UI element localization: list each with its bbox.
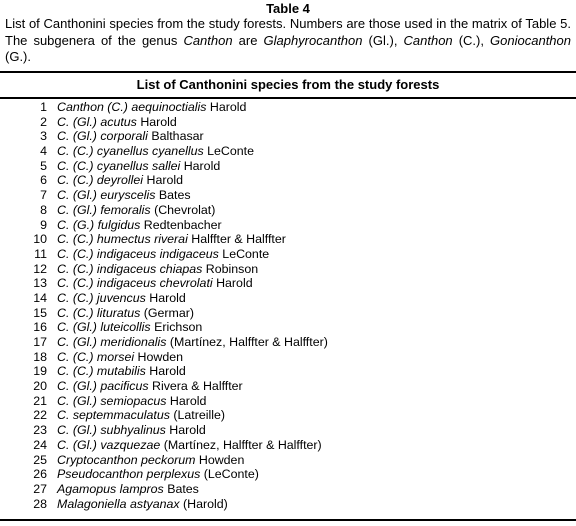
species-number: 10 bbox=[33, 232, 47, 247]
species-taxon: Canthon (C.) aequinoctialis bbox=[57, 100, 207, 114]
species-row bbox=[0, 144, 576, 159]
species-authority: Bates bbox=[163, 481, 199, 496]
species-list bbox=[0, 100, 576, 511]
caption-genus: Canthon bbox=[183, 32, 233, 48]
species-name bbox=[57, 453, 244, 468]
species-number: 26 bbox=[33, 467, 47, 482]
species-number: 3 bbox=[40, 129, 47, 144]
species-name bbox=[57, 173, 183, 188]
species-taxon: Malagoniella astyanax bbox=[57, 496, 180, 511]
species-taxon: C. (Gl.) subhyalinus bbox=[57, 423, 166, 438]
species-number: 5 bbox=[40, 158, 47, 173]
species-number: 9 bbox=[40, 217, 47, 232]
species-taxon: C. (C.) morsei bbox=[57, 349, 135, 364]
species-name bbox=[57, 232, 286, 247]
caption-text: , bbox=[480, 32, 491, 48]
species-number: 6 bbox=[40, 173, 47, 188]
species-row bbox=[0, 320, 576, 335]
species-row bbox=[0, 159, 576, 174]
species-authority: Bates bbox=[155, 188, 191, 203]
species-number: 22 bbox=[33, 408, 47, 423]
species-taxon: C. (C.) indigaceus chevrolati bbox=[57, 276, 213, 291]
species-authority: Halffter & Halffter bbox=[187, 232, 286, 247]
species-number: 28 bbox=[33, 496, 47, 511]
species-row bbox=[0, 203, 576, 218]
species-authority: Harold bbox=[206, 100, 247, 114]
species-name bbox=[57, 291, 186, 306]
species-name bbox=[57, 144, 254, 159]
species-number: 17 bbox=[33, 335, 47, 349]
species-authority: Harold bbox=[166, 393, 207, 408]
species-row bbox=[0, 335, 576, 350]
caption-abbr: (G.) bbox=[5, 49, 28, 64]
species-number: 14 bbox=[33, 290, 47, 305]
species-name bbox=[57, 129, 204, 144]
species-taxon: C. (C.) deyrollei bbox=[57, 173, 144, 188]
species-row bbox=[0, 173, 576, 188]
species-name bbox=[57, 247, 269, 262]
caption-subgenus: Goniocanthon bbox=[490, 32, 571, 48]
caption-subgenus: Glaphyrocanthon bbox=[263, 32, 363, 48]
species-authority: Harold bbox=[145, 364, 186, 379]
species-row bbox=[0, 115, 576, 130]
species-taxon: C. (C.) juvencus bbox=[57, 290, 146, 305]
species-name bbox=[57, 203, 215, 218]
species-number: 24 bbox=[33, 437, 47, 452]
caption-text: . bbox=[27, 49, 32, 64]
species-number: 16 bbox=[33, 320, 47, 335]
species-taxon: C. (Gl.) femoralis bbox=[57, 202, 151, 217]
species-taxon: C. (Gl.) euryscelis bbox=[57, 188, 156, 203]
species-taxon: C. (C.) cyanellus cyanellus bbox=[57, 144, 204, 159]
caption-subgenus: Canthon bbox=[403, 32, 453, 48]
species-authority: Robinson bbox=[202, 261, 259, 276]
species-row bbox=[0, 232, 576, 247]
species-authority: Harold bbox=[212, 276, 253, 291]
species-number: 7 bbox=[40, 188, 47, 203]
species-authority: Harold bbox=[145, 290, 186, 305]
species-authority: (Germar) bbox=[140, 305, 195, 320]
species-name bbox=[57, 115, 177, 130]
species-number: 19 bbox=[33, 364, 47, 379]
species-authority: Harold bbox=[136, 114, 177, 129]
species-taxon: C. (Gl.) acutus bbox=[57, 114, 137, 129]
species-name bbox=[57, 350, 183, 365]
species-row bbox=[0, 129, 576, 144]
species-taxon: C. (Gl.) luteicollis bbox=[57, 320, 151, 335]
species-name bbox=[57, 335, 328, 350]
species-name bbox=[57, 408, 225, 423]
species-taxon: Pseudocanthon perplexus bbox=[57, 467, 201, 482]
species-number: 15 bbox=[33, 305, 47, 320]
species-number: 1 bbox=[40, 100, 47, 114]
species-taxon: C. (Gl.) semiopacus bbox=[57, 393, 167, 408]
species-row bbox=[0, 394, 576, 409]
species-name bbox=[57, 262, 258, 277]
species-name bbox=[57, 467, 259, 482]
species-row bbox=[0, 364, 576, 379]
species-name bbox=[57, 497, 228, 512]
species-taxon: C. (C.) cyanellus sallei bbox=[57, 158, 181, 173]
species-name bbox=[57, 379, 243, 394]
species-taxon: C. (C.) indigaceus indigaceus bbox=[57, 246, 219, 261]
species-row bbox=[0, 276, 576, 291]
species-row bbox=[0, 306, 576, 321]
species-number: 8 bbox=[40, 202, 47, 217]
species-taxon: C. (Gl.) vazquezae bbox=[57, 437, 161, 452]
species-number: 12 bbox=[33, 261, 47, 276]
species-row bbox=[0, 188, 576, 203]
table-title: Table 4 bbox=[266, 1, 310, 16]
species-authority: (Martínez, Halffter & Halffter) bbox=[166, 335, 328, 349]
species-taxon: C. (C.) mutabilis bbox=[57, 364, 146, 379]
species-taxon: C. (G.) fulgidus bbox=[57, 217, 141, 232]
species-authority: (Latreille) bbox=[169, 408, 226, 423]
species-name bbox=[57, 159, 220, 174]
caption-text: , bbox=[393, 32, 404, 48]
species-name bbox=[57, 423, 206, 438]
species-name bbox=[57, 438, 322, 453]
species-name bbox=[57, 306, 194, 321]
species-authority: Harold bbox=[143, 173, 184, 188]
species-authority: Rivera & Halffter bbox=[148, 379, 243, 394]
species-row bbox=[0, 482, 576, 497]
species-name bbox=[57, 320, 202, 335]
caption-text: are bbox=[232, 32, 264, 48]
species-row bbox=[0, 247, 576, 262]
species-number: 18 bbox=[33, 349, 47, 364]
species-number: 4 bbox=[40, 144, 47, 159]
species-row bbox=[0, 218, 576, 233]
bottom-rule bbox=[0, 519, 576, 521]
species-row bbox=[0, 262, 576, 277]
species-row bbox=[0, 100, 576, 115]
species-name bbox=[57, 276, 253, 291]
species-row bbox=[0, 497, 576, 512]
species-row bbox=[0, 379, 576, 394]
species-taxon: C. (Gl.) corporali bbox=[57, 129, 148, 144]
species-row bbox=[0, 453, 576, 468]
species-taxon: Agamopus lampros bbox=[57, 481, 164, 496]
species-row bbox=[0, 291, 576, 306]
species-authority: Redtenbacher bbox=[140, 217, 222, 232]
species-row bbox=[0, 423, 576, 438]
species-number: 27 bbox=[33, 481, 47, 496]
species-number: 13 bbox=[33, 276, 47, 291]
table-header: List of Canthonini species from the study forests bbox=[136, 77, 440, 92]
species-number: 23 bbox=[33, 423, 47, 438]
species-taxon: C. (C.) humectus riverai bbox=[57, 232, 188, 247]
species-row bbox=[0, 438, 576, 453]
species-authority: (LeConte) bbox=[200, 467, 259, 482]
species-name bbox=[57, 364, 186, 379]
species-authority: (Harold) bbox=[179, 496, 228, 511]
species-taxon: Cryptocanthon peckorum bbox=[57, 452, 196, 467]
caption-text: List of Canthonini species from the study forests. Numbers are those used in the matrix of Table 5. The subgenera of the genus bbox=[5, 16, 571, 48]
species-taxon: C. (Gl.) meridionalis bbox=[57, 335, 167, 349]
species-row bbox=[0, 350, 576, 365]
species-authority: LeConte bbox=[218, 246, 270, 261]
species-name bbox=[57, 188, 191, 203]
species-row bbox=[0, 467, 576, 482]
species-authority: Howden bbox=[195, 452, 245, 467]
species-authority: Howden bbox=[134, 349, 184, 364]
species-name bbox=[57, 394, 206, 409]
species-number: 20 bbox=[33, 379, 47, 394]
species-authority: Harold bbox=[180, 158, 221, 173]
species-number: 21 bbox=[33, 393, 47, 408]
species-authority: LeConte bbox=[203, 144, 254, 159]
species-authority: (Chevrolat) bbox=[150, 202, 216, 217]
species-authority: Balthasar bbox=[147, 129, 204, 144]
species-taxon: C. (C.) lituratus bbox=[57, 305, 141, 320]
species-name bbox=[57, 482, 199, 497]
species-number: 11 bbox=[34, 246, 47, 261]
species-authority: Harold bbox=[165, 423, 206, 438]
species-taxon: C. septemmaculatus bbox=[57, 408, 170, 423]
top-rule bbox=[0, 71, 576, 73]
caption-abbr: (Gl.) bbox=[362, 32, 394, 48]
species-name bbox=[57, 218, 222, 233]
species-taxon: C. (Gl.) pacificus bbox=[57, 379, 149, 394]
species-number: 2 bbox=[40, 114, 47, 129]
species-taxon: C. (C.) indigaceus chiapas bbox=[57, 261, 203, 276]
species-row bbox=[0, 408, 576, 423]
species-number: 25 bbox=[33, 452, 47, 467]
caption-abbr: (C.) bbox=[452, 32, 481, 48]
species-authority: Erichson bbox=[150, 320, 203, 335]
header-rule bbox=[0, 97, 576, 99]
table-caption bbox=[5, 16, 571, 66]
species-authority: (Martínez, Halffter & Halffter) bbox=[160, 437, 322, 452]
species-name bbox=[57, 100, 246, 115]
